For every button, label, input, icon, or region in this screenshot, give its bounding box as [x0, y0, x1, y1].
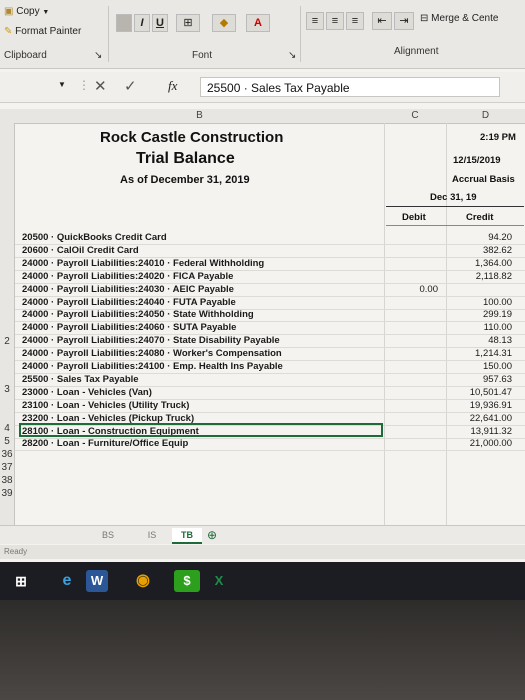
status-text: Ready	[4, 547, 28, 556]
align-right-icon[interactable]: ≡	[346, 12, 364, 30]
account-name-cell[interactable]: 24000 · Payroll Liabilities:24080 · Worker's Compensation	[22, 348, 282, 359]
report-date: 12/15/2019	[453, 155, 501, 166]
italic-button[interactable]: I	[134, 14, 150, 32]
credit-cell[interactable]: 1,214.31	[475, 348, 512, 359]
credit-cell[interactable]: 382.62	[482, 245, 512, 256]
account-name-cell[interactable]: 24000 · Payroll Liabilities:24070 · State Disability Payable	[22, 335, 280, 346]
quickbooks-icon[interactable]: $	[174, 570, 200, 592]
align-center-icon[interactable]: ≡	[326, 12, 344, 30]
format-painter-button[interactable]: ✎ Format Painter	[4, 26, 82, 37]
bold-button[interactable]	[116, 14, 132, 32]
credit-cell[interactable]: 10,501.47	[469, 387, 512, 398]
account-name-cell[interactable]: 20600 · CalOil Credit Card	[22, 245, 139, 256]
sheet-tabs-bar	[0, 525, 525, 544]
windows-start-icon[interactable]: ⊞	[15, 573, 27, 589]
column-headers	[0, 109, 525, 124]
formula-input[interactable]: 25500 · Sales Tax Payable	[200, 77, 500, 97]
divider	[300, 6, 301, 62]
credit-cell[interactable]: 110.00	[483, 322, 512, 333]
period-underline	[386, 206, 524, 207]
divider	[108, 6, 109, 62]
account-name-cell[interactable]: 28200 · Loan - Furniture/Office Equip	[22, 438, 189, 449]
row-headers	[0, 123, 15, 543]
excel-icon[interactable]: X	[214, 573, 224, 588]
borders-icon[interactable]: ⊞	[176, 14, 200, 32]
clipboard-group-label: Clipboard	[4, 50, 47, 61]
font-color-icon[interactable]: A	[246, 14, 270, 32]
row-divider	[15, 450, 525, 451]
account-name-cell[interactable]: 24000 · Payroll Liabilities:24040 · FUTA Payable	[22, 297, 236, 308]
selected-cell[interactable]	[19, 423, 383, 437]
period-header: Dec 31, 19	[430, 192, 477, 203]
gridline	[384, 123, 385, 543]
account-name-cell[interactable]: 24000 · Payroll Liabilities:24050 · State Withholding	[22, 309, 254, 320]
sheet-tab-is[interactable]: IS	[147, 530, 157, 540]
column-header-c[interactable]: C	[411, 110, 419, 121]
credit-cell[interactable]: 150.00	[482, 361, 512, 372]
header-underline	[386, 225, 524, 226]
credit-cell[interactable]: 1,364.00	[475, 258, 512, 269]
credit-cell[interactable]: 2,118.82	[475, 271, 512, 282]
credit-cell[interactable]: 21,000.00	[469, 438, 512, 449]
row-number[interactable]: 36	[1, 449, 13, 460]
chevron-down-icon: ▼	[42, 9, 50, 16]
edge-browser-icon[interactable]: e	[62, 572, 72, 589]
debit-cell[interactable]: 0.00	[419, 284, 438, 295]
select-all-corner[interactable]	[0, 109, 14, 123]
account-name-cell[interactable]: 24000 · Payroll Liabilities:24060 · SUTA Payable	[22, 322, 237, 333]
credit-cell[interactable]: 48.13	[488, 335, 512, 346]
row-number[interactable]: 2	[4, 336, 10, 347]
insert-function-button[interactable]: fx	[168, 78, 178, 93]
enter-button[interactable]: ✓	[124, 78, 137, 95]
report-basis: Accrual Basis	[452, 174, 515, 185]
account-name-cell[interactable]: 24000 · Payroll Liabilities:24010 · Federal Withholding	[22, 258, 265, 269]
increase-indent-icon[interactable]: ⇥	[394, 12, 414, 30]
account-name-cell[interactable]: 24000 · Payroll Liabilities:24100 · Emp. Health Ins Payable	[22, 361, 283, 372]
credit-cell[interactable]: 94.20	[488, 232, 512, 243]
drag-handle-icon: ⋮	[78, 78, 90, 92]
underline-button[interactable]: U	[152, 14, 168, 32]
account-name-cell[interactable]: 20500 · QuickBooks Credit Card	[22, 232, 167, 243]
company-name: Rock Castle Construction	[100, 129, 284, 146]
name-box-dropdown-icon[interactable]: ▼	[58, 80, 66, 89]
credit-cell[interactable]: 299.19	[482, 309, 512, 320]
row-number[interactable]: 39	[1, 488, 13, 499]
debit-header: Debit	[402, 212, 426, 223]
credit-cell[interactable]: 13,911.32	[470, 426, 512, 437]
align-left-icon[interactable]: ≡	[306, 12, 324, 30]
row-number[interactable]: 3	[4, 384, 10, 395]
formula-bar	[0, 72, 525, 103]
credit-cell[interactable]: 100.00	[482, 297, 512, 308]
row-number[interactable]: 5	[4, 436, 10, 447]
row-number[interactable]: 38	[1, 475, 13, 486]
column-header-b[interactable]: B	[196, 110, 203, 121]
taskbar	[0, 562, 525, 600]
copy-icon: ▣	[4, 6, 14, 17]
account-name-cell[interactable]: 24000 · Payroll Liabilities:24020 · FICA Payable	[22, 271, 234, 282]
merge-icon: ⊟	[420, 13, 429, 24]
font-launcher-icon[interactable]: ↘	[288, 50, 297, 61]
credit-cell[interactable]: 19,936.91	[469, 400, 512, 411]
report-time: 2:19 PM	[480, 132, 516, 143]
account-name-cell[interactable]: 24000 · Payroll Liabilities:24030 · AEIC Payable	[22, 284, 234, 295]
add-sheet-icon[interactable]: ⊕	[206, 528, 218, 542]
report-title: Trial Balance	[136, 150, 235, 167]
gridline	[446, 123, 447, 543]
fill-color-icon[interactable]: ◆	[212, 14, 236, 32]
chrome-icon[interactable]: ◉	[136, 572, 150, 589]
credit-header: Credit	[466, 212, 494, 223]
account-name-cell[interactable]: 23100 · Loan - Vehicles (Utility Truck)	[22, 400, 190, 411]
account-name-cell[interactable]: 23200 · Loan - Vehicles (Pickup Truck)	[22, 413, 195, 424]
report-subtitle: As of December 31, 2019	[120, 174, 250, 186]
credit-cell[interactable]: 957.63	[482, 374, 512, 385]
alignment-group-label: Alignment	[394, 46, 439, 57]
row-number[interactable]: 4	[4, 423, 10, 434]
row-number[interactable]: 37	[1, 462, 13, 473]
account-name-cell[interactable]: 23000 · Loan - Vehicles (Van)	[22, 387, 152, 398]
paintbrush-icon: ✎	[4, 26, 13, 37]
sheet-tab-tb[interactable]: TB	[172, 528, 202, 544]
credit-cell[interactable]: 22,641.00	[469, 413, 512, 424]
word-icon[interactable]: W	[86, 570, 108, 592]
merge-center-button[interactable]: ⊟ Merge & Cente	[420, 13, 499, 24]
status-bar	[0, 545, 525, 559]
decrease-indent-icon[interactable]: ⇤	[372, 12, 392, 30]
account-name-cell[interactable]: 25500 · Sales Tax Payable	[22, 374, 139, 385]
clipboard-launcher-icon[interactable]: ↘	[94, 50, 103, 61]
column-header-d[interactable]: D	[481, 110, 490, 121]
font-group-label: Font	[192, 50, 213, 61]
account-name-cell[interactable]: 28100 · Loan - Construction Equipment	[22, 426, 199, 437]
monitor-bezel	[0, 600, 525, 700]
sheet-tab-bs[interactable]: BS	[101, 530, 114, 540]
copy-button[interactable]: ▣ Copy ▼	[4, 6, 50, 17]
cancel-button[interactable]: ✕	[94, 78, 107, 95]
ribbon	[0, 0, 525, 69]
